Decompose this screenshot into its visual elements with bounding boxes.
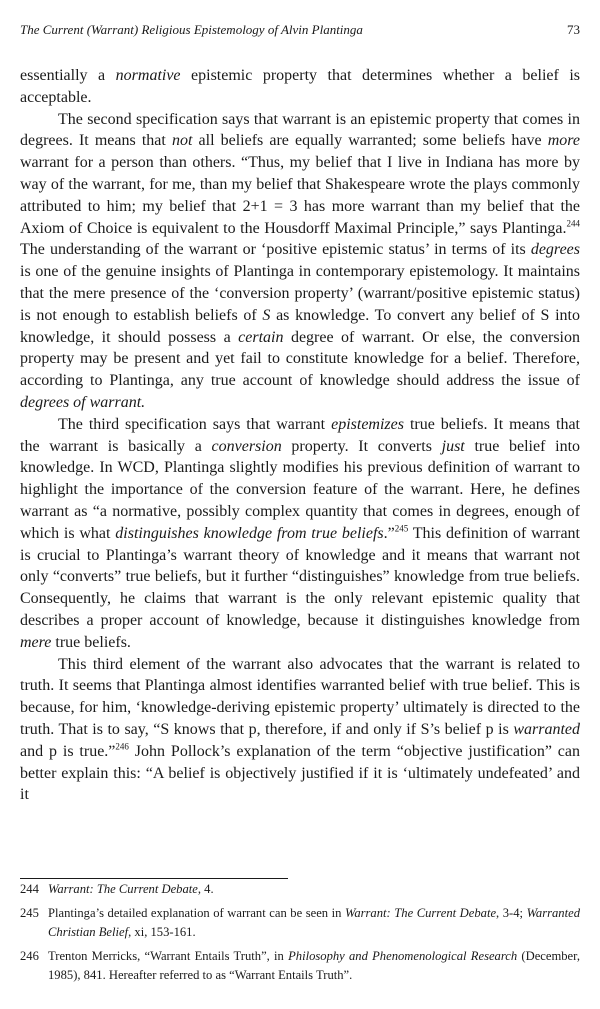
emphasis: just [441,437,465,455]
emphasis: warranted [513,720,580,738]
text-run: .” [383,524,395,542]
text-run: , xi, 153-161. [128,925,196,939]
text-run: as knowledge. To convert any belief of S into knowledge, it should possess a [20,306,581,346]
text-run: property. It converts [281,437,442,455]
footnote-245 [20,904,580,943]
footnote-ref-246[interactable]: 246 [115,741,129,752]
text-run: true belief into knowledge. In WCD, Plantinga slightly modifies his previous definition of warrant to highlight the importance of the conversion feature of the warrant. Here, he defines warrant as “a normative, possibly complex quantity that comes in degrees, enough of which is what [20,437,581,542]
text-run: essentially a [20,67,116,84]
text-run: true beliefs. [51,633,131,651]
emphasis: conversion [211,437,282,455]
footnote-ref-245[interactable]: 245 [394,523,409,534]
running-header [20,22,580,42]
text-run: , 3-4; [496,905,527,920]
text-run: is one of the genuine insights of Plantinga in contemporary epistemology. It maintains that the mere presence of the ‘conversion property’ (warrant/positive epistemic status) is not enough to establish beliefs of [20,263,580,324]
paragraph-second-specification [20,109,580,414]
footnote-number: 246 [20,948,39,963]
text-run: The second specification says that warrant is an epistemic property that comes in degrees. It means that [20,110,580,150]
text-run: The understanding of the warrant or ‘positive epistemic status’ in terms of its [20,241,531,259]
footnote-244 [20,880,580,900]
emphasis: not [171,132,193,150]
page-number: 73 [567,22,580,37]
emphasis: Warranted Christian Belief [48,905,580,939]
text-run: true beliefs. It means that the warrant is basically a [20,415,580,455]
footnote-number: 244 [20,882,39,896]
text-run: , 4. [197,882,214,896]
footnote-246 [20,947,580,986]
text-run: Trenton Merricks, “Warrant Entails Truth”, in [48,948,289,963]
emphasis: certain [238,328,284,346]
emphasis: degrees of warrant. [20,393,146,411]
footnotes [20,880,580,986]
emphasis: S [262,306,271,324]
footnote-number: 245 [20,905,39,920]
emphasis: degrees [530,241,580,259]
paragraph-continued [20,65,580,109]
footnote-divider [20,878,288,879]
paragraph-third-specification [20,414,580,654]
emphasis: epistemizes [331,415,404,433]
emphasis: mere [20,633,52,651]
text-run: and p is true.” [20,742,116,760]
emphasis: normative [115,67,181,84]
emphasis: Warrant: The Current Debate [345,905,497,920]
text-run: This third element of the warrant also advocates that the warrant is related to truth. It seems that Plantinga almost identifies warranted belief with true belief. This is because, for him, ‘knowledge-deriving epistemic property’ ultimately is directed to the truth. That is to say, “S knows that p, therefore, if and only if S’s belief p is [20,655,580,738]
running-title: The Current (Warrant) Religious Epistemology of Alvin Plantinga [20,22,363,37]
text-run: John Pollock’s explanation of the term “objective justification” can better explain this: “A belief is objectively justified if it is ‘ultimately undefeated’ and it [20,742,581,804]
emphasis: Philosophy and Phenomenological Research [288,948,518,963]
body-text [20,65,580,806]
text-run: This definition of warrant is crucial to Plantinga’s warrant theory of knowledge and it means that warrant not only “converts” true beliefs, but it further “distinguishes” knowledge from true beliefs. Consequently, he claims that warrant is the only relevant epistemic quality that describes a proper account of knowledge, because it distinguishes knowledge from [20,524,581,629]
paragraph-truth [20,654,580,807]
text-run: epistemic property that determines whether a belief is acceptable. [20,67,580,106]
text-run: warrant for a person than others. “Thus, my belief that I live in Indiana has more by way of the warrant, for me, than my belief that Shakespeare wrote the plays commonly attributed to him; my belief that 2+1 = 3 has more warrant than my belief that the Axiom of Choice is equivalent to the Housdorff Maximal Principle,” says Plantinga. [20,154,580,237]
text-run: degree of warrant. Or else, the conversion property may be present and yet fail to constitute knowledge for a belief. Therefore, according to Plantinga, any true account of knowledge should address the issue of [20,328,581,390]
text-run: all beliefs are equally warranted; some beliefs have [192,132,548,150]
footnote-ref-244[interactable]: 244 [566,218,580,229]
text-run: The third specification says that warrant [58,415,332,433]
emphasis: more [547,132,581,150]
emphasis: distinguishes knowledge from true beliefs [115,524,384,542]
text-run: Plantinga’s detailed explanation of warrant can be seen in [48,905,345,920]
emphasis: Warrant: The Current Debate [48,882,198,896]
text-run: (December, 1985), 841. Hereafter referred to as “Warrant Entails Truth”. [48,948,580,982]
